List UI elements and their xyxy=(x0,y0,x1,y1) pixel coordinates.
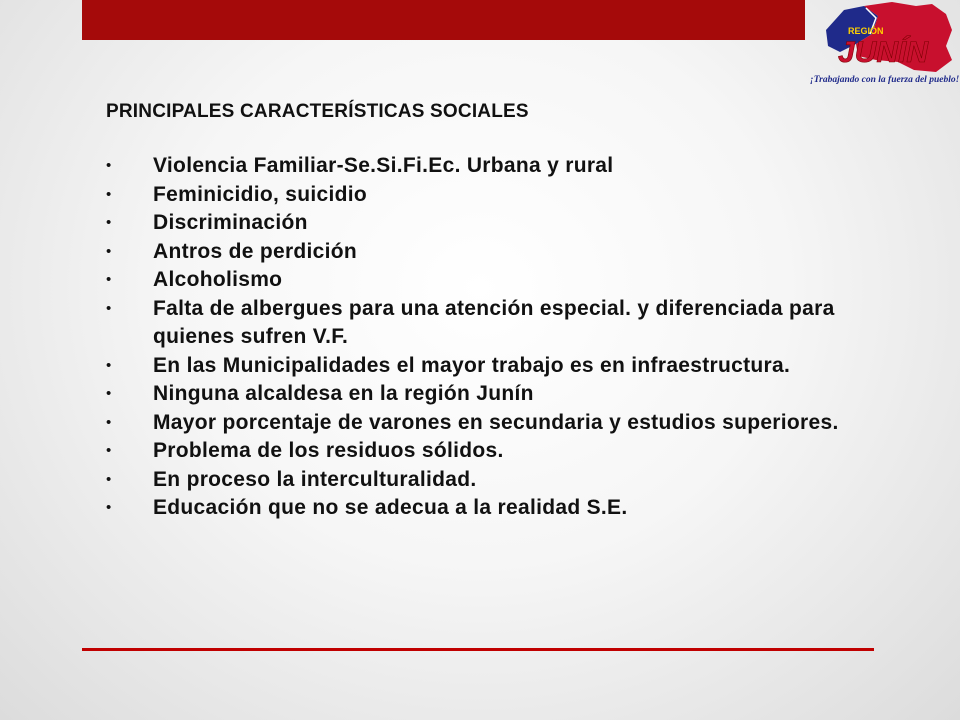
bullet-item xyxy=(106,380,866,409)
svg-text:JUNÍN: JUNÍN xyxy=(838,36,929,69)
slide-title: PRINCIPALES CARACTERÍSTICAS SOCIALES xyxy=(106,101,529,122)
bullet-text: Violencia Familiar-Se.Si.Fi.Ec. Urbana y rural xyxy=(153,154,614,177)
bullet-item xyxy=(106,494,866,523)
svg-text:REGIÓN: REGIÓN xyxy=(848,26,884,36)
bullet-text: Discriminación xyxy=(153,211,308,234)
bullet-dot-icon: • xyxy=(106,271,112,288)
bullet-dot-icon: • xyxy=(106,442,112,459)
bullet-item xyxy=(106,266,866,295)
bullet-text: Falta de albergues para una atención especial. y diferenciada para quienes sufren V.F. xyxy=(153,296,835,348)
slide-content xyxy=(106,100,866,523)
bullet-dot-icon: • xyxy=(106,413,112,431)
bullet-text: Mayor porcentaje de varones en secundaria y estudios superiores. xyxy=(153,410,839,434)
bullet-item xyxy=(106,466,866,495)
bottom-divider xyxy=(82,648,874,651)
bullet-dot-icon: • xyxy=(106,185,112,203)
bullet-text: Educación que no se adecua a la realidad S.E. xyxy=(153,496,628,519)
bullet-text: En proceso la interculturalidad. xyxy=(153,467,477,491)
bullet-dot-icon: • xyxy=(106,299,112,317)
header-bar xyxy=(82,0,805,40)
junin-map-icon xyxy=(806,0,960,96)
bullet-item xyxy=(106,238,866,267)
bullet-text: Alcoholismo xyxy=(153,268,283,291)
bullet-text: Feminicidio, suicidio xyxy=(153,182,367,206)
bullet-dot-icon: • xyxy=(106,385,112,402)
bullet-list xyxy=(106,152,866,523)
bullet-item xyxy=(106,409,866,438)
bullet-item xyxy=(106,295,866,352)
bullet-text: En las Municipalidades el mayor trabajo es en infraestructura. xyxy=(153,353,791,377)
bullet-text: Ninguna alcaldesa en la región Junín xyxy=(153,382,534,405)
bullet-item xyxy=(106,352,866,381)
bullet-item xyxy=(106,152,866,181)
bullet-text: Antros de perdición xyxy=(153,239,358,263)
bullet-item xyxy=(106,437,866,466)
bullet-dot-icon: • xyxy=(106,214,112,231)
bullet-dot-icon: • xyxy=(106,242,112,260)
bullet-text: Problema de los residuos sólidos. xyxy=(153,439,504,462)
svg-text:¡Trabajando con la fuerza del: ¡Trabajando con la fuerza del pueblo! xyxy=(810,75,960,85)
bullet-item xyxy=(106,181,866,210)
bullet-item xyxy=(106,209,866,238)
bullet-dot-icon: • xyxy=(106,157,112,174)
bullet-dot-icon: • xyxy=(106,470,112,488)
bullet-dot-icon: • xyxy=(106,356,112,374)
bullet-dot-icon: • xyxy=(106,499,112,516)
region-junin-logo xyxy=(806,0,960,96)
